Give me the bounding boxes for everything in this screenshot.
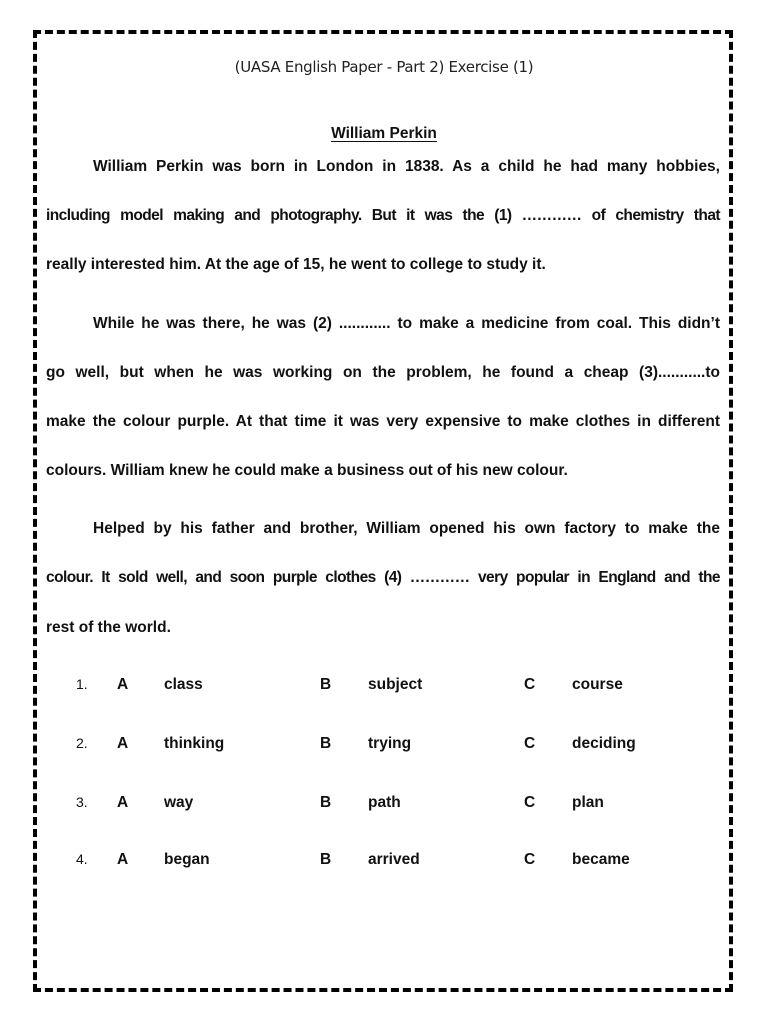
option-a-text: class [164, 676, 203, 693]
option-c-text: became [572, 851, 630, 868]
paragraph-2-line-3: make the colour purple. At that time it was very expensive to make clothes in different [46, 413, 720, 430]
question-number: 4. [76, 851, 88, 867]
option-b-text: arrived [368, 851, 420, 868]
paragraph-2-line-2: go well, but when he was working on the problem, he found a cheap (3)...........to [46, 364, 720, 381]
option-letter-a: A [117, 851, 129, 868]
option-letter-a: A [117, 735, 129, 752]
option-c-text: plan [572, 794, 604, 811]
option-letter-a: A [117, 676, 129, 693]
paragraph-3-line-1: Helped by his father and brother, William opened his own factory to make the [93, 520, 720, 537]
option-letter-c: C [524, 794, 536, 811]
option-row-2 [0, 735, 768, 757]
option-a-text: began [164, 851, 210, 868]
option-letter-c: C [524, 676, 536, 693]
option-b-text: path [368, 794, 401, 811]
question-number: 2. [76, 735, 88, 751]
option-b-text: subject [368, 676, 423, 693]
paragraph-1-line-3: really interested him. At the age of 15, he went to college to study it. [46, 256, 546, 273]
paragraph-3-line-2: colour. It sold well, and soon purple clothes (4) ………… very popular in England and the [46, 569, 720, 586]
passage-title: William Perkin [331, 125, 437, 142]
option-b-text: trying [368, 735, 412, 752]
option-letter-a: A [117, 794, 129, 811]
option-letter-b: B [320, 794, 332, 811]
option-c-text: course [572, 676, 623, 693]
option-a-text: way [164, 794, 194, 811]
question-number: 1. [76, 676, 88, 692]
question-number: 3. [76, 794, 88, 810]
option-row-1 [0, 676, 768, 698]
paragraph-2-line-4: colours. William knew he could make a business out of his new colour. [46, 462, 568, 479]
option-letter-b: B [320, 851, 332, 868]
option-row-3 [0, 794, 768, 816]
option-c-text: deciding [572, 735, 636, 752]
paragraph-2-line-1: While he was there, he was (2) ............ to make a medicine from coal. This didn’t [93, 315, 720, 332]
paragraph-1-line-2: including model making and photography. But it was the (1) ………… of chemistry that [46, 207, 720, 224]
exercise-header: (UASA English Paper - Part 2) Exercise (1) [234, 58, 534, 76]
paragraph-3-line-3: rest of the world. [46, 619, 171, 636]
option-row-4 [0, 851, 768, 873]
option-a-text: thinking [164, 735, 225, 752]
option-letter-c: C [524, 735, 536, 752]
option-letter-b: B [320, 676, 332, 693]
option-letter-c: C [524, 851, 536, 868]
paragraph-1-line-1: William Perkin was born in London in 1838. As a child he had many hobbies, [93, 158, 720, 175]
option-letter-b: B [320, 735, 332, 752]
